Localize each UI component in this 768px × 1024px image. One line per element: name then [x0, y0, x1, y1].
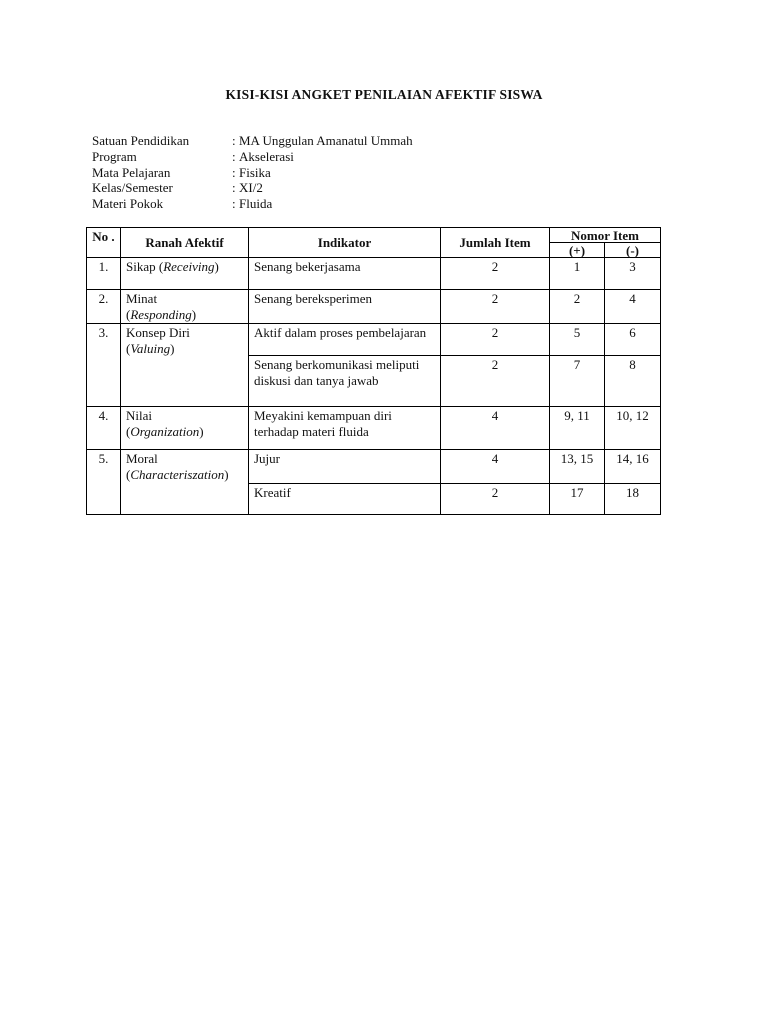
cell-plus: 9, 11	[550, 407, 605, 450]
header-no: No .	[87, 228, 121, 258]
cell-indikator: Meyakini kemampuan diri terhadap materi fluida	[249, 407, 441, 450]
cell-plus: 1	[550, 258, 605, 290]
cell-indikator: Jujur	[249, 450, 441, 484]
cell-minus: 18	[605, 484, 661, 515]
cell-plus: 17	[550, 484, 605, 515]
meta-value: Fluida	[239, 196, 273, 212]
ranah-english: Organization	[130, 423, 200, 439]
cell-jumlah: 2	[441, 258, 550, 290]
header-ranah-afektif: Ranah Afektif	[121, 228, 249, 258]
cell-jumlah: 4	[441, 450, 550, 484]
cell-no: 1.	[87, 258, 121, 290]
meta-row-program	[92, 149, 413, 165]
meta-row-satuan	[92, 133, 413, 149]
meta-value: Akselerasi	[239, 148, 294, 164]
table-row	[87, 324, 661, 356]
cell-indikator: Senang bekerjasama	[249, 258, 441, 290]
cell-plus: 5	[550, 324, 605, 356]
table-row	[87, 450, 661, 484]
cell-indikator: Aktif dalam proses pembelajaran	[249, 324, 441, 356]
cell-plus: 13, 15	[550, 450, 605, 484]
cell-minus: 6	[605, 324, 661, 356]
meta-label: Mata Pelajaran	[92, 164, 171, 180]
header-minus: (-)	[605, 243, 661, 258]
cell-minus: 8	[605, 356, 661, 407]
ranah-english: Receiving	[163, 259, 215, 274]
meta-separator: :	[232, 148, 236, 164]
cell-ranah: Moral (Characteriszation)	[121, 450, 249, 515]
meta-value: Fisika	[239, 164, 271, 180]
cell-minus: 4	[605, 290, 661, 324]
meta-row-kelas	[92, 180, 413, 196]
header-indikator: Indikator	[249, 228, 441, 258]
table-row	[87, 258, 661, 290]
cell-indikator: Senang berkomunikasi meliputi diskusi dan tanya jawab	[249, 356, 441, 407]
cell-plus: 2	[550, 290, 605, 324]
cell-jumlah: 2	[441, 324, 550, 356]
meta-label: Kelas/Semester	[92, 180, 173, 196]
ranah-english: Characteriszation	[130, 466, 225, 482]
meta-value: XI/2	[239, 180, 263, 196]
cell-ranah: Nilai (Organization)	[121, 407, 249, 450]
meta-row-mapel	[92, 165, 413, 181]
identity-block	[92, 133, 413, 212]
cell-ranah: Minat (Responding)	[121, 290, 249, 324]
cell-indikator: Kreatif	[249, 484, 441, 515]
meta-label: Materi Pokok	[92, 196, 164, 212]
ranah-text: Sikap	[126, 259, 156, 274]
cell-no: 3.	[87, 324, 121, 407]
cell-jumlah: 2	[441, 290, 550, 324]
cell-minus: 14, 16	[605, 450, 661, 484]
meta-separator: :	[232, 164, 236, 180]
cell-minus: 10, 12	[605, 407, 661, 450]
ranah-text: Moral	[126, 451, 158, 466]
cell-indikator: Senang bereksperimen	[249, 290, 441, 324]
ranah-text: Konsep Diri	[126, 325, 190, 340]
ranah-text: Nilai	[126, 408, 152, 423]
meta-value: MA Unggulan Amanatul Ummah	[239, 133, 413, 148]
cell-no: 2.	[87, 290, 121, 324]
table-row	[87, 407, 661, 450]
header-nomor-item: Nomor Item	[550, 228, 661, 243]
kisi-kisi-table	[86, 227, 661, 515]
meta-separator: :	[232, 133, 236, 148]
cell-jumlah: 2	[441, 356, 550, 407]
cell-jumlah: 4	[441, 407, 550, 450]
cell-no: 4.	[87, 407, 121, 450]
table-row	[87, 290, 661, 324]
ranah-english: Responding	[130, 306, 192, 322]
cell-ranah: Sikap (Receiving)	[121, 258, 249, 290]
ranah-english: Valuing	[130, 340, 171, 356]
header-plus: (+)	[550, 243, 605, 258]
cell-no: 5.	[87, 450, 121, 515]
cell-jumlah: 2	[441, 484, 550, 515]
ranah-text: Minat	[126, 291, 158, 306]
document-title: KISI-KISI ANGKET PENILAIAN AFEKTIF SISWA	[225, 87, 543, 102]
cell-minus: 3	[605, 258, 661, 290]
meta-label: Satuan Pendidikan	[92, 133, 190, 148]
cell-ranah: Konsep Diri (Valuing)	[121, 324, 249, 407]
cell-plus: 7	[550, 356, 605, 407]
meta-label: Program	[92, 148, 137, 164]
header-jumlah-item: Jumlah Item	[441, 228, 550, 258]
meta-row-materi	[92, 196, 413, 212]
meta-separator: :	[232, 180, 236, 196]
meta-separator: :	[232, 196, 236, 212]
